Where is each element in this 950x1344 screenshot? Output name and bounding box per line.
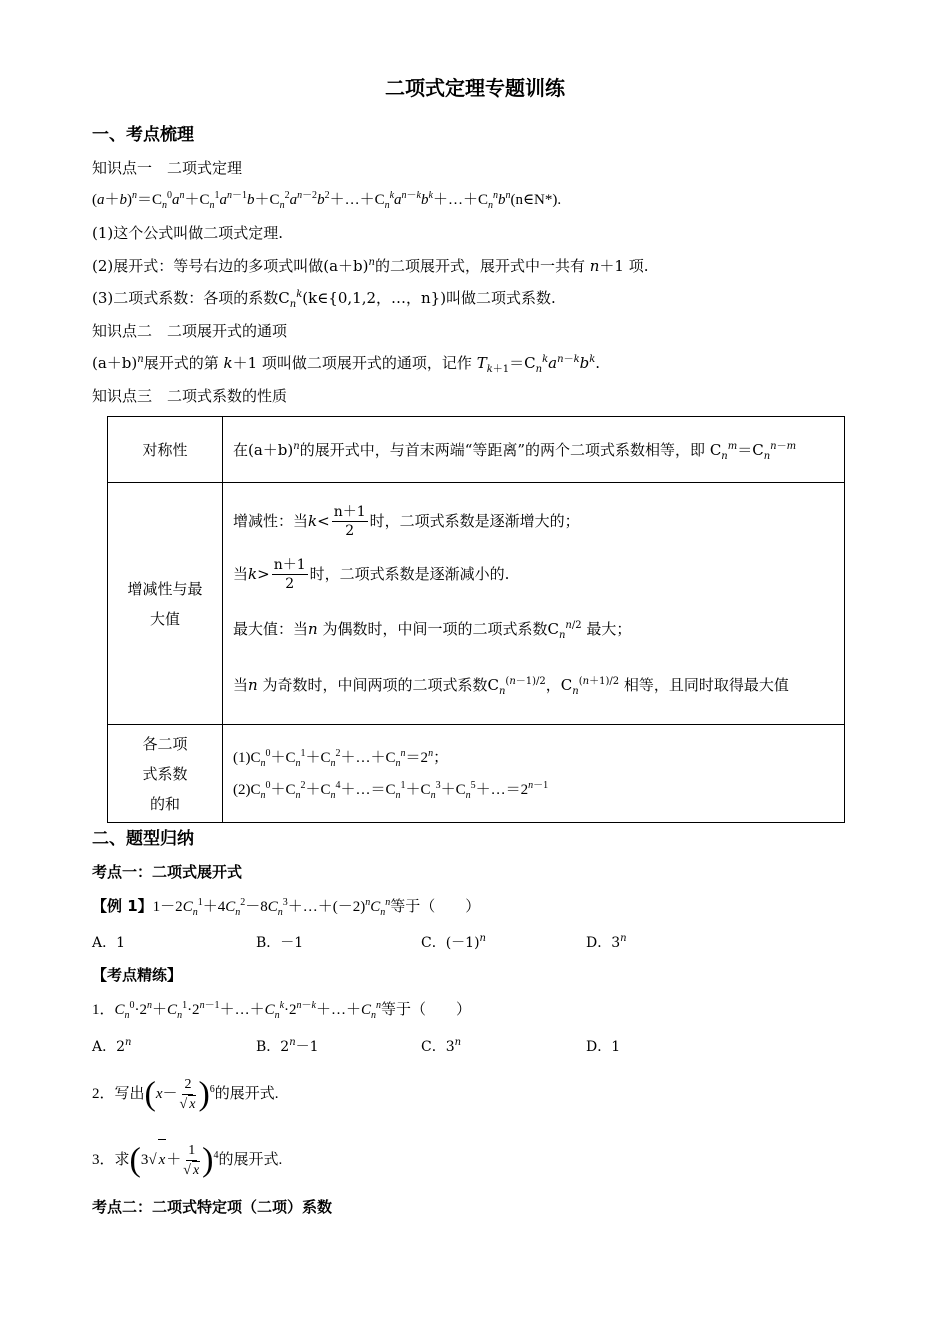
question-2-prefix: 2．写出 bbox=[92, 1086, 145, 1102]
question-3-suffix: 的展开式. bbox=[218, 1152, 283, 1168]
max-odd-line: 当n 为奇数时，中间两项的二项式系数$C_n^{(n-1)/2}$，$C_n^{(n+1)/2}$ 相等，且同时取得最大值 bbox=[233, 675, 789, 697]
question-2-suffix: 的展开式. bbox=[214, 1086, 279, 1102]
question-2: 2．写出(x－ $\frac{2}{√ x}$ )$^6$的展开式. bbox=[92, 1075, 279, 1113]
decreasing-text-a: 当 bbox=[233, 564, 249, 583]
increasing-line: 增减性：当k< $\frac{n+1}{2}$ 时，二项式系数是逐渐增大的； bbox=[233, 504, 580, 539]
kp2-title: 知识点二 二项展开式的通项 bbox=[92, 322, 288, 340]
increasing-text-a: 增减性：当 bbox=[233, 511, 309, 530]
table-row-sum bbox=[108, 725, 845, 823]
max-odd-text-c: 相等，且同时取得最大值 bbox=[623, 675, 789, 694]
kp1-item3-a: (3)二项式系数：各项的系数 bbox=[92, 289, 279, 307]
question-1-option-b: B．$2^n-1$ bbox=[256, 1037, 319, 1055]
row-key-symmetry: 对称性 bbox=[108, 417, 223, 483]
frac-denominator: 2 bbox=[345, 523, 355, 539]
topic-2-heading: 考点二：二项式特定项（二项）系数 bbox=[92, 1198, 333, 1216]
increasing-text-b: 时，二项式系数是逐渐增大的； bbox=[369, 511, 580, 530]
question-1-option-a: A．2$^n$ bbox=[92, 1037, 132, 1055]
row-val-sum bbox=[223, 725, 845, 823]
max-odd-text-a: 当 bbox=[233, 675, 249, 694]
sum-key-line-1: 各二项 bbox=[142, 734, 188, 753]
question-1-tail: 等于（ ） bbox=[381, 1002, 472, 1018]
example-1-option-b: B．－1 bbox=[256, 935, 304, 951]
example-1-option-c: C．$(-1)^n$ bbox=[421, 933, 486, 951]
max-odd-text-b: 为奇数时，中间两项的二项式系数 bbox=[262, 675, 488, 694]
sum-formula-2: $(2)C_n^0+C_n^2+C_n^4+\dots=C_n^1+C_n^3+C_n^5+\dots=2^{n-1}$ bbox=[233, 779, 549, 801]
example-1-label: 【例 1】 bbox=[92, 897, 153, 915]
frac-numerator-2: n＋1 bbox=[273, 557, 306, 573]
frac-numerator: n＋1 bbox=[333, 504, 366, 520]
question-3-prefix: 3．求 bbox=[92, 1152, 130, 1168]
sum-key-line-2: 式系数 bbox=[142, 764, 188, 783]
max-even-text-b: 为偶数时，中间一项的二项式系数 bbox=[322, 619, 548, 638]
kp3-title: 知识点三 二项式系数的性质 bbox=[92, 387, 288, 405]
symmetry-text-a: 在(a＋b) bbox=[233, 441, 294, 459]
question-1-number: 1． bbox=[92, 1002, 115, 1018]
question-1-option-c: C．3$^n$ bbox=[421, 1037, 462, 1055]
topic-1-heading: 考点一：二项式展开式 bbox=[92, 863, 243, 881]
kp1-item-3: (3)二项式系数：各项的系数$C_n^k(k\in\{0,1,2$，…，n})叫做二项式系数. bbox=[92, 289, 556, 310]
decreasing-line: 当k> $\frac{n+1}{2}$ 时，二项式系数是逐渐减小的. bbox=[233, 557, 510, 592]
example-1-option-a: A．1 bbox=[92, 935, 126, 951]
kp2-text-c: ＋1 项叫做二项展开式的通项，记作 bbox=[232, 354, 472, 372]
row-key-monotonic bbox=[108, 483, 223, 725]
example-1-options bbox=[92, 932, 792, 952]
table-row-monotonic bbox=[108, 483, 845, 725]
kp1-item2-a: (2)展开式：等号右边的多项式叫做(a＋b) bbox=[92, 257, 369, 275]
kp1-item3-b: (k∈{0,1,2，…，n})叫做二项式系数. bbox=[302, 289, 556, 307]
page-title: 二项式定理专题训练 bbox=[385, 76, 565, 100]
question-1-options bbox=[92, 1036, 792, 1056]
kp1-title: 知识点一 二项式定理 bbox=[92, 159, 243, 177]
question-1: 1．$C_n^0\cdot 2^n+C_n^1\cdot 2^{n-1}+\dots+C_n^k\cdot 2^{n-k}+\dots+C_n^n$等于（ ） bbox=[92, 1000, 472, 1021]
kp1-item2-b: 的二项展开式，展开式中一共有 bbox=[374, 257, 585, 275]
section-heading-1: 一、考点梳理 bbox=[92, 125, 194, 145]
question-1-option-d: D．1 bbox=[586, 1039, 621, 1055]
example-1: 【例 1】$1-2C_n^1+4C_n^2-8C_n^3+\dots+(-2)^nC_n^n$等于（ ） bbox=[92, 897, 481, 918]
kp2-text: $(a+b)^n$展开式的第 k＋1 项叫做二项展开式的通项，记作 $T_{k+1}=C_n^ka^{n-k}b^k$. bbox=[92, 354, 601, 375]
example-1-option-d: D．3$^n$ bbox=[586, 933, 627, 951]
kp1-item-2: (2)展开式：等号右边的多项式叫做$(a+b)^n$的二项展开式，展开式中一共有 n＋1 项. bbox=[92, 257, 649, 275]
max-even-text-a: 最大值：当 bbox=[233, 619, 309, 638]
sum-key-line-3: 的和 bbox=[149, 794, 180, 813]
sum-formula-1: $(1)C_n^0+C_n^1+C_n^2+\dots+C_n^n=2^n$； bbox=[233, 747, 449, 769]
practice-heading: 【考点精练】 bbox=[92, 966, 183, 984]
kp1-item-1: (1)这个公式叫做二项式定理. bbox=[92, 224, 284, 242]
symmetry-text-b: 的展开式中，与首末两端“等距离”的两个二项式系数相等，即 bbox=[299, 441, 706, 459]
example-1-tail: 等于（ ） bbox=[390, 899, 481, 915]
binomial-coefficient-properties-table bbox=[107, 416, 845, 823]
row-val-monotonic bbox=[223, 483, 845, 725]
table-row-symmetry bbox=[108, 417, 845, 483]
kp2-text-a: (a＋b) bbox=[92, 354, 138, 372]
max-even-text-c: 最大； bbox=[586, 619, 632, 638]
kp1-item2-c: ＋1 项. bbox=[599, 257, 649, 275]
frac-denominator-2: 2 bbox=[285, 576, 295, 592]
max-even-line: 最大值：当n 为偶数时，中间一项的二项式系数$C_n^{n/2}$ 最大； bbox=[233, 619, 632, 641]
decreasing-text-b: 时，二项式系数是逐渐减小的. bbox=[309, 564, 510, 583]
monotonic-key-line-2: 大值 bbox=[149, 609, 180, 628]
section-heading-2: 二、题型归纳 bbox=[92, 829, 194, 849]
monotonic-key-line-1: 增减性与最 bbox=[127, 579, 203, 598]
kp1-formula-tail: (n∈N*). bbox=[510, 192, 562, 208]
binomial-theorem-formula: $(a+b)^n=C_n^0a^n+C_n^1a^{n-1}b+C_n^2a^{n-2}b^2+\dots+C_n^ka^{n-k}b^k+\dots+C_n^nb^n(n\in N*)$. bbox=[92, 190, 562, 211]
row-val-symmetry: 在$(a+b)^n$的展开式中，与首末两端“等距离”的两个二项式系数相等，即 $C_n^m=C_n^{n-m}$ bbox=[223, 417, 845, 483]
question-3: 3．求(3√ x＋ $\frac{1}{√ x}$ )$^4$的展开式. bbox=[92, 1139, 282, 1181]
kp2-text-b: 展开式的第 bbox=[143, 354, 219, 372]
row-key-sum bbox=[108, 725, 223, 823]
